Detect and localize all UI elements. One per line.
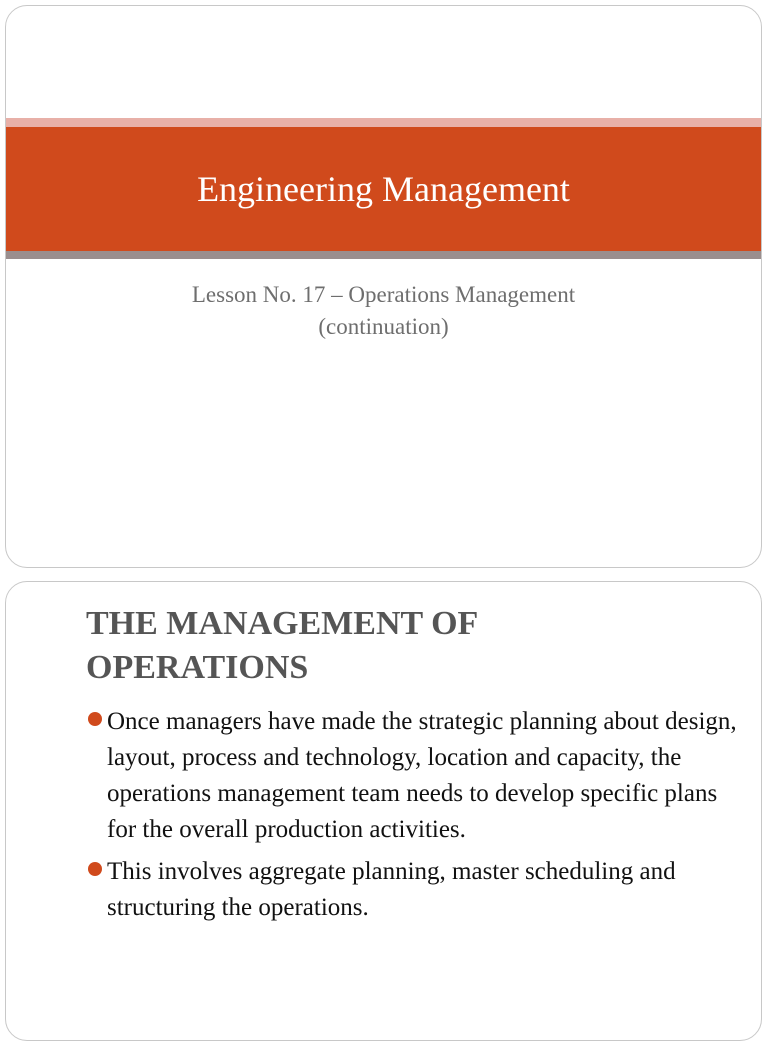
content-title-line-2: OPERATIONS [86,649,309,686]
title-band-top-stripe [6,118,761,127]
subtitle-line-2: (continuation) [318,314,449,339]
content-title-line-1: THE MANAGEMENT OF [86,605,479,642]
content-slide-title [86,602,726,690]
bullet-list [86,704,746,932]
title-band [6,127,761,251]
subtitle-line-1: Lesson No. 17 – Operations Management [191,282,576,307]
content-slide [5,581,762,1041]
bullet-dot-icon [88,862,102,876]
slide-title: Engineering Management [197,169,570,209]
bullet-text: Once managers have made the strategic planning about design, layout, process and technology, location and capacity, the operations management team needs to develop specific plans for the overall production activities. [107,708,737,843]
bullet-item [86,704,746,848]
bullet-item [86,854,746,926]
slide-subtitle [6,279,761,343]
bullet-text: This involves aggregate planning, master scheduling and structuring the operations. [107,858,676,921]
title-band-bottom-stripe [6,251,761,259]
title-slide [5,5,762,568]
bullet-dot-icon [88,712,102,726]
